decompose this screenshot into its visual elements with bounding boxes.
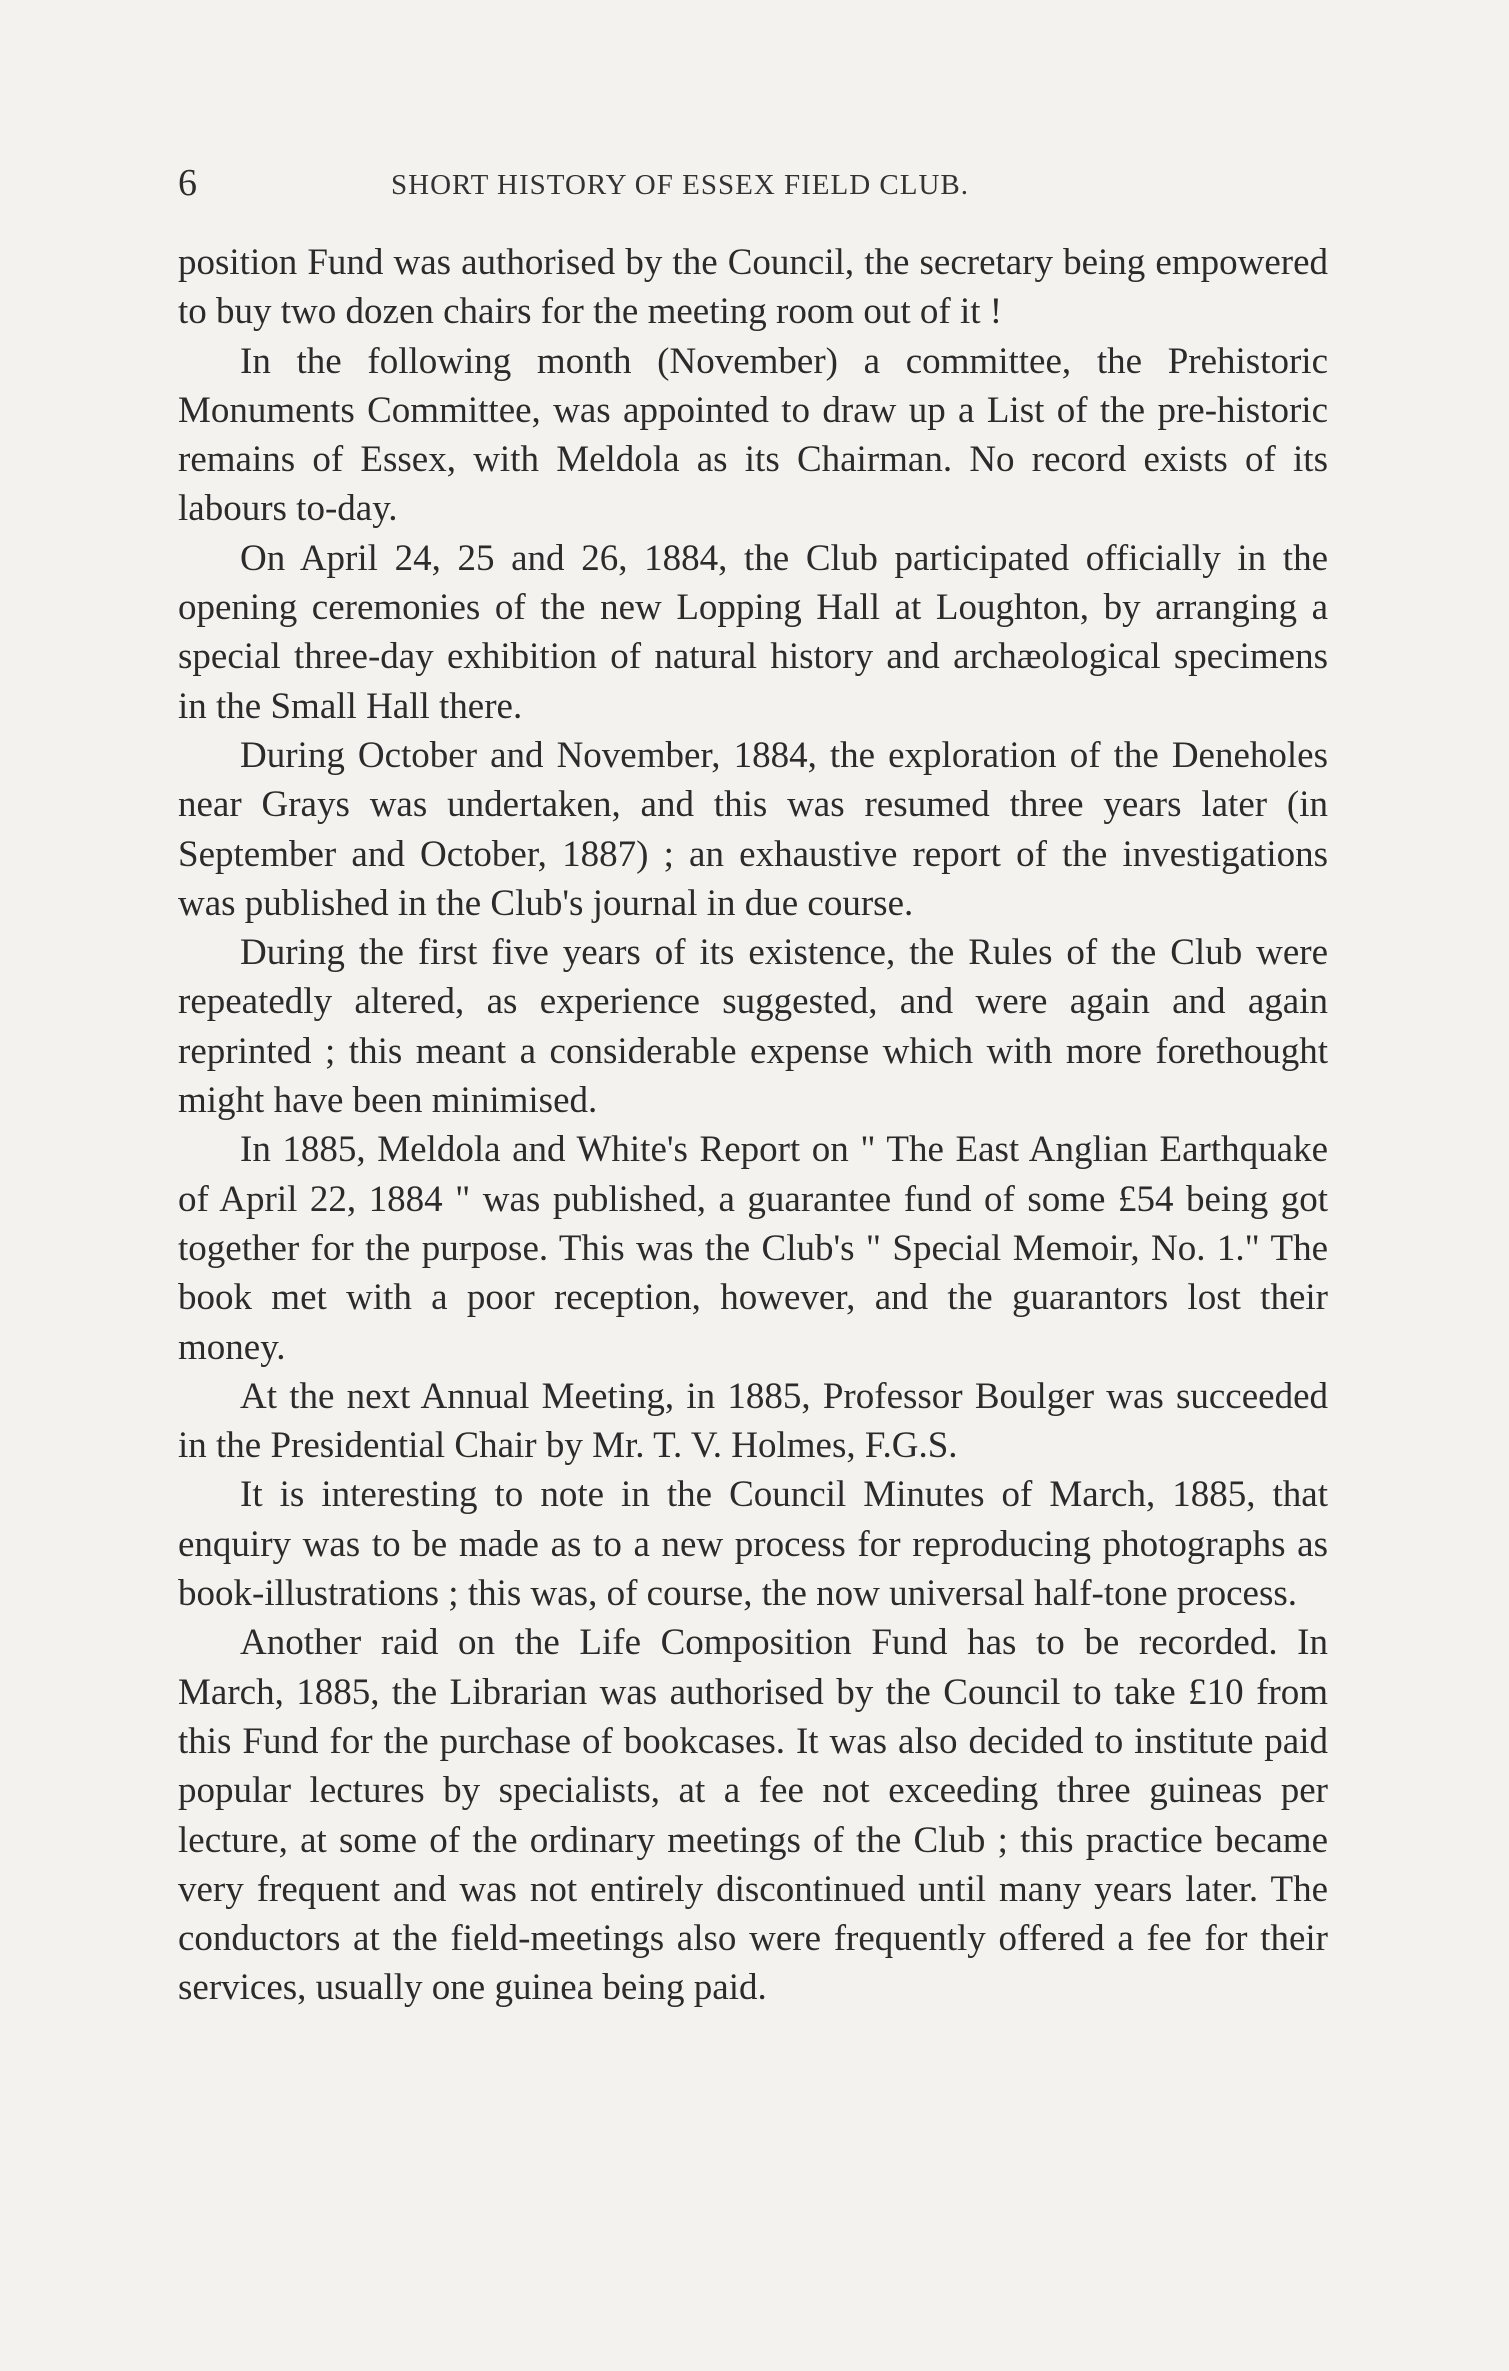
- paragraph: It is interesting to note in the Council Minutes of March, 1885, that enquiry was to be made as to a new process for reproducing photographs as book-illustrations ; this was, of course, the now universal half-tone process.: [178, 1474, 1328, 1615]
- paragraph: In 1885, Meldola and White's Report on " The East Anglian Earthquake of April 22, 1884 " was published, a guarantee fund of some £54 being got together for the purpose. This was the Club's " Special Memoir, No. 1." The book met with a poor reception, however, and the guarantors lost their money.: [178, 1129, 1328, 1368]
- paragraph: At the next Annual Meeting, in 1885, Professor Boulger was succeeded in the Presidential Chair by Mr. T. V. Holmes, F.G.S.: [178, 1375, 1328, 1467]
- page-number: 6: [178, 162, 197, 204]
- paragraph: position Fund was authorised by the Council, the secretary being empowered to buy two dozen chairs for the meeting room out of it !: [178, 242, 1328, 333]
- paragraph: On April 24, 25 and 26, 1884, the Club participated officially in the opening ceremonies of the new Lopping Hall at Loughton, by arranging a special three-day exhibition of natural history and archæological specimens in the Small Hall there.: [178, 537, 1328, 727]
- paragraph: Another raid on the Life Composition Fund has to be recorded. In March, 1885, the Librarian was authorised by the Council to take £10 from this Fund for the purchase of bookcases. It was also decided to institute paid popular lectures by specialists, at a fee not exceeding three guineas per lecture, at some of the ordinary meetings of the Club ; this practice became very frequent and was not entirely discontinued until many years later. The conductors at the field-meetings also were frequently offered a fee for their services, usually one guinea being paid.: [178, 1622, 1328, 2009]
- running-head: [176, 158, 1332, 208]
- running-title: SHORT HISTORY OF ESSEX FIELD CLUB.: [391, 169, 969, 201]
- body-text: [178, 238, 1328, 2013]
- paragraph: During October and November, 1884, the exploration of the Deneholes near Grays was undertaken, and this was resumed three years later (in September and October, 1887) ; an exhaustive report of the investigations was published in the Club's journal in due course.: [178, 734, 1328, 924]
- paragraph: During the first five years of its existence, the Rules of the Club were repeatedly altered, as experience suggested, and were again and again reprinted ; this meant a considerable expense which with more forethought might have been minimised.: [178, 932, 1328, 1122]
- paragraph: In the following month (November) a committee, the Prehistoric Monuments Committee, was appointed to draw up a List of the pre-historic remains of Essex, with Meldola as its Chairman. No record exists of its labours to-day.: [178, 340, 1328, 530]
